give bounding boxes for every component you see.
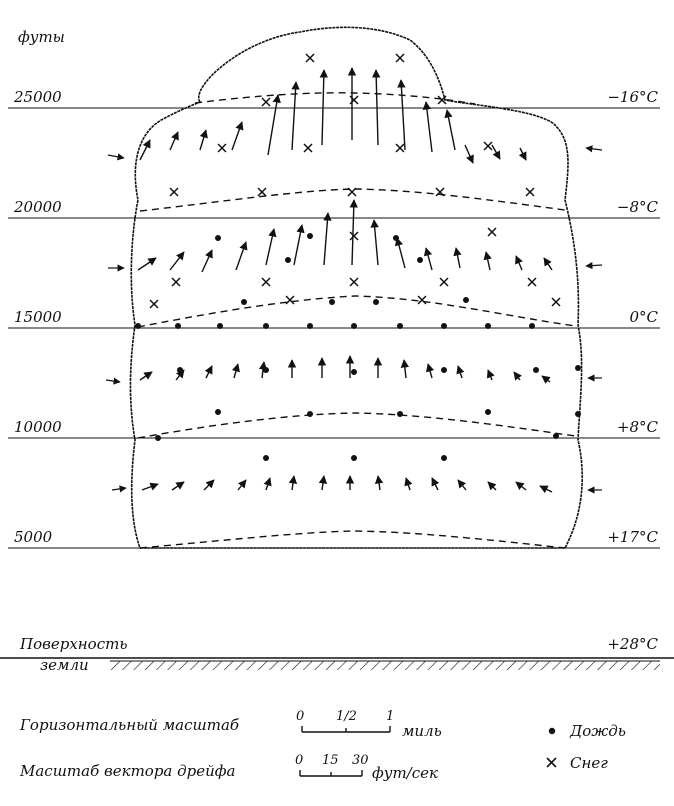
inflow-arrows (106, 148, 602, 490)
drift-vector-23 (374, 220, 378, 265)
altitude-label-5000: 5000 (14, 528, 53, 546)
drift-vector-9 (170, 132, 178, 150)
drift-vector-4 (376, 70, 378, 145)
horizontal-scale-bar (302, 726, 390, 732)
rain-marker-14 (351, 323, 357, 329)
snow-marker-18 (350, 278, 358, 286)
rain-marker-26 (307, 411, 313, 417)
drift-vector-59 (540, 486, 552, 492)
inflow-arrow-4 (586, 148, 602, 150)
drift-vector-28 (516, 256, 522, 270)
snow-marker-16 (172, 278, 180, 286)
rain-marker-18 (529, 323, 535, 329)
isotherm-curves (138, 93, 575, 548)
drift-vector-14 (520, 148, 526, 160)
rain-marker-2 (393, 235, 399, 241)
temperature-label-3: +8°C (616, 418, 658, 436)
drift-vector-17 (202, 250, 212, 272)
rain-marker-27 (397, 411, 403, 417)
drift-vector-58 (516, 482, 526, 490)
snow-marker-22 (286, 296, 294, 304)
rain-marker-34 (441, 455, 447, 461)
altitude-lines (8, 88, 660, 653)
snow-marker-7 (396, 144, 404, 152)
drift-vector-0 (268, 95, 278, 155)
drift-vector-50 (292, 476, 294, 490)
drift-vector-47 (204, 480, 214, 490)
snow-marker-5 (218, 144, 226, 152)
isotherm-minus16 (195, 93, 475, 104)
snow-marker-6 (304, 144, 312, 152)
horizontal-tick-1: 1 (386, 709, 395, 724)
drift-vector-7 (447, 110, 455, 150)
drift-vector-13 (492, 145, 500, 159)
rain-marker-20 (263, 367, 269, 373)
drift-vector-40 (428, 364, 432, 378)
drift-vector-10 (200, 130, 206, 150)
rain-marker-8 (463, 297, 469, 303)
rain-marker-13 (307, 323, 313, 329)
vector-tick-0: 0 (295, 753, 304, 768)
rain-marker-32 (263, 455, 269, 461)
drift-vector-20 (294, 225, 302, 265)
rain-marker-28 (485, 409, 491, 415)
snow-marker-14 (350, 232, 358, 240)
drift-vector-30 (140, 372, 152, 380)
drift-vector-39 (404, 360, 406, 378)
rain-marker-6 (329, 299, 335, 305)
drift-vector-1 (292, 82, 296, 150)
legend-rain-dot (549, 728, 555, 734)
snow-marker-15 (488, 228, 496, 236)
temperature-label-2: 0°C (629, 308, 658, 326)
snow-marker-23 (418, 296, 426, 304)
rain-marker-19 (177, 367, 183, 373)
temperature-label-4: +17°C (607, 528, 658, 546)
snow-marker-0 (306, 54, 314, 62)
drift-vector-11 (232, 122, 242, 150)
vector-scale-unit: фут/сек (372, 764, 438, 782)
rain-marker-29 (575, 411, 581, 417)
isotherm-plus8 (138, 413, 575, 438)
altitude-label-10000: 10000 (14, 418, 62, 436)
drift-vector-41 (458, 366, 462, 378)
drift-vector-56 (458, 480, 466, 490)
snow-marker-11 (348, 188, 356, 196)
snow-marker-19 (440, 278, 448, 286)
altitude-label-15000: 15000 (14, 308, 62, 326)
surface-label-line1: Поверхность (20, 635, 128, 653)
drift-vector-45 (142, 484, 158, 490)
rain-marker-3 (285, 257, 291, 263)
rain-marker-25 (215, 409, 221, 415)
rain-marker-11 (217, 323, 223, 329)
snow-marker-10 (258, 188, 266, 196)
drift-vector-16 (170, 252, 184, 270)
snow-marker-24 (552, 298, 560, 306)
drift-vector-6 (426, 102, 432, 152)
drift-vector-24 (397, 238, 405, 268)
drift-vector-27 (486, 252, 490, 270)
snow-marker-8 (484, 142, 492, 150)
rain-marker-4 (417, 257, 423, 263)
rain-marker-5 (241, 299, 247, 305)
rain-marker-7 (373, 299, 379, 305)
rain-marker-10 (175, 323, 181, 329)
isotherm-plus17 (140, 531, 565, 548)
ground-surface (0, 658, 674, 670)
snow-marker-17 (262, 278, 270, 286)
rain-marker-12 (263, 323, 269, 329)
inflow-arrow-0 (108, 155, 124, 158)
rain-marker-31 (553, 433, 559, 439)
snow-marker-13 (526, 188, 534, 196)
vector-scale-bar (300, 770, 362, 776)
altitude-label-25000: 25000 (14, 88, 62, 106)
rain-marker-33 (351, 455, 357, 461)
drift-vector-18 (236, 242, 246, 270)
axis-unit-label: футы (18, 28, 65, 46)
vector-tick-15: 15 (322, 753, 339, 768)
horizontal-scale-unit: миль (402, 722, 442, 740)
horizontal-tick-0: 0 (296, 709, 305, 724)
drift-vector-51 (322, 476, 324, 490)
rain-marker-16 (441, 323, 447, 329)
precipitation-markers (135, 54, 581, 461)
temperature-label-5: +28°C (607, 635, 658, 653)
inflow-arrow-3 (112, 488, 126, 490)
drift-vector-2 (322, 70, 324, 145)
altitude-label-20000: 20000 (14, 198, 62, 216)
rain-marker-23 (533, 367, 539, 373)
snow-marker-1 (396, 54, 404, 62)
drift-vector-54 (406, 478, 410, 490)
cloud-outline (130, 27, 582, 548)
drift-vector-19 (266, 229, 274, 265)
vector-tick-30: 30 (352, 753, 369, 768)
snow-marker-3 (350, 96, 358, 104)
drift-vector-49 (266, 478, 270, 490)
legend-snow-cross (547, 758, 556, 767)
temperature-label-0: −16°C (607, 88, 658, 106)
drift-vector-46 (172, 482, 184, 490)
snow-marker-9 (170, 188, 178, 196)
drift-vector-44 (542, 376, 550, 382)
drift-vector-55 (432, 478, 438, 490)
drift-vector-21 (324, 213, 328, 265)
legend-snow-label: Снег (570, 754, 608, 772)
drift-vector-42 (488, 370, 492, 380)
drift-vector-29 (544, 258, 552, 270)
horizontal-tick-half: 1/2 (336, 709, 357, 724)
drift-vector-43 (514, 372, 520, 380)
drift-vector-25 (426, 248, 432, 270)
drift-vector-5 (401, 80, 405, 150)
inflow-arrow-5 (586, 265, 602, 266)
snow-marker-21 (150, 300, 158, 308)
rain-marker-21 (351, 369, 357, 375)
rain-marker-1 (307, 233, 313, 239)
snow-marker-20 (528, 278, 536, 286)
inflow-arrow-2 (106, 380, 120, 382)
horizontal-scale-label: Горизонтальный масштаб (20, 716, 240, 734)
surface-label-line2: земли (40, 656, 89, 674)
legend-rain-label: Дождь (570, 722, 626, 740)
rain-marker-9 (135, 323, 141, 329)
vector-scale-label: Масштаб вектора дрейфа (20, 762, 236, 780)
drift-vector-26 (456, 248, 460, 268)
drift-vector-53 (378, 476, 380, 490)
isotherm-0 (138, 296, 575, 327)
temperature-label-1: −8°C (616, 198, 658, 216)
rain-marker-24 (575, 365, 581, 371)
drift-vector-22 (352, 200, 354, 265)
rain-marker-22 (441, 367, 447, 373)
drift-vector-48 (238, 480, 246, 490)
drift-vector-32 (206, 366, 212, 378)
rain-marker-15 (397, 323, 403, 329)
drift-vector-15 (138, 258, 156, 270)
rain-marker-17 (485, 323, 491, 329)
rain-marker-30 (155, 435, 161, 441)
drift-vector-33 (234, 364, 238, 378)
drift-vector-57 (488, 482, 496, 490)
snow-marker-2 (262, 98, 270, 106)
rain-marker-0 (215, 235, 221, 241)
drift-vector-12 (465, 145, 473, 163)
